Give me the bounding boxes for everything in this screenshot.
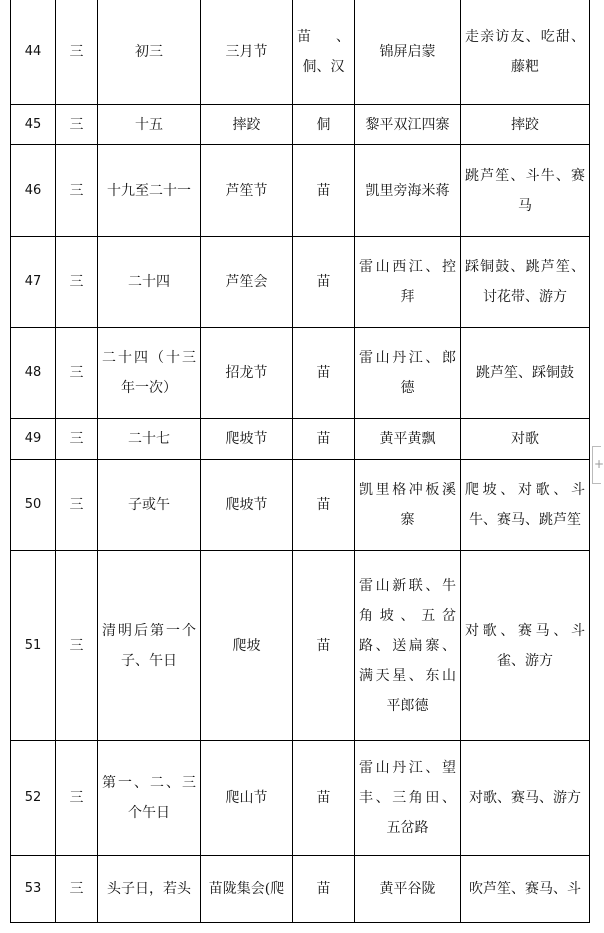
location-cell-text: 黄平黄飘 xyxy=(379,431,436,447)
date-cell-text: 二十四 xyxy=(128,274,170,290)
ethnicity-cell xyxy=(293,105,355,145)
table-row xyxy=(11,145,590,237)
table-body xyxy=(11,0,590,923)
location-cell-text: 雷山新联、牛角坡、五岔路、送扁寨、满天星、东山平郎德 xyxy=(359,577,456,714)
ethnicity-cell-text: 苗 xyxy=(316,881,331,897)
margin-expand-marker[interactable] xyxy=(592,446,604,484)
festival-name-cell xyxy=(201,145,293,237)
month-cell-text: 三 xyxy=(69,881,84,897)
date-cell-text: 十五 xyxy=(135,116,163,133)
row-number xyxy=(11,460,56,551)
row-number-text: 53 xyxy=(24,881,42,896)
location-cell xyxy=(355,551,461,741)
date-cell-text: 二十四（十三年一次） xyxy=(102,350,196,396)
festival-name-cell-text: 爬坡节 xyxy=(225,431,268,447)
activities-cell-text: 对歌 xyxy=(511,431,539,447)
festival-name-cell-text: 芦笙会 xyxy=(225,274,268,290)
ethnicity-cell xyxy=(293,551,355,741)
row-number-text: 51 xyxy=(24,637,42,653)
festival-name-cell xyxy=(201,237,293,328)
row-number-text: 52 xyxy=(24,790,42,805)
ethnicity-cell-text: 侗 xyxy=(316,116,331,133)
location-cell xyxy=(355,105,461,145)
festival-name-cell xyxy=(201,0,293,105)
activities-cell xyxy=(461,0,590,105)
row-number xyxy=(11,419,56,460)
festival-name-cell-text: 芦笙节 xyxy=(225,182,268,199)
date-cell-text: 清明后第一个子、午日 xyxy=(102,622,196,669)
date-cell-text: 头子日，若头 xyxy=(107,881,191,897)
table-row xyxy=(11,237,590,328)
month-cell-text: 三 xyxy=(69,497,84,513)
month-cell xyxy=(56,856,98,923)
activities-cell xyxy=(461,105,590,145)
table-row xyxy=(11,856,590,923)
festival-name-cell xyxy=(201,460,293,551)
month-cell xyxy=(56,237,98,328)
row-number xyxy=(11,0,56,105)
date-cell xyxy=(98,856,201,923)
month-cell-text: 三 xyxy=(69,790,84,806)
month-cell-text: 三 xyxy=(69,274,84,290)
festival-name-cell-text: 爬坡节 xyxy=(225,497,268,513)
date-cell xyxy=(98,460,201,551)
ethnicity-cell xyxy=(293,237,355,328)
ethnicity-cell-text: 苗 xyxy=(316,431,331,447)
row-number xyxy=(11,328,56,419)
activities-cell xyxy=(461,237,590,328)
activities-cell xyxy=(461,328,590,419)
activities-cell-text: 跳芦笙、踩铜鼓 xyxy=(476,365,574,381)
activities-cell-text: 跳芦笙、斗牛、赛马 xyxy=(465,167,585,214)
location-cell xyxy=(355,237,461,328)
month-cell xyxy=(56,145,98,237)
ethnicity-cell xyxy=(293,741,355,856)
row-number-text: 44 xyxy=(24,43,42,59)
table-row xyxy=(11,419,590,460)
table-row xyxy=(11,328,590,419)
location-cell xyxy=(355,145,461,237)
ethnicity-cell xyxy=(293,0,355,105)
activities-cell xyxy=(461,419,590,460)
activities-cell-text: 对歌、赛马、斗雀、游方 xyxy=(465,622,585,669)
date-cell xyxy=(98,0,201,105)
ethnicity-cell xyxy=(293,419,355,460)
location-cell xyxy=(355,0,461,105)
row-number-text: 50 xyxy=(24,497,42,512)
date-cell-text: 子或午 xyxy=(128,497,170,513)
location-cell xyxy=(355,328,461,419)
row-number xyxy=(11,237,56,328)
plus-icon: + xyxy=(594,457,604,471)
festival-name-cell xyxy=(201,328,293,419)
ethnicity-cell xyxy=(293,856,355,923)
date-cell xyxy=(98,105,201,145)
date-cell xyxy=(98,237,201,328)
activities-cell-text: 对歌、赛马、游方 xyxy=(469,790,581,806)
activities-cell-text: 踩铜鼓、跳芦笙、讨花带、游方 xyxy=(465,259,585,305)
table-row xyxy=(11,551,590,741)
table-row xyxy=(11,0,590,105)
ethnicity-cell-text: 苗 xyxy=(316,274,331,290)
row-number xyxy=(11,741,56,856)
date-cell-text: 二十七 xyxy=(128,431,170,447)
location-cell xyxy=(355,419,461,460)
activities-cell-text: 吹芦笙、赛马、斗 xyxy=(469,881,581,897)
month-cell-text: 三 xyxy=(69,116,84,133)
location-cell xyxy=(355,460,461,551)
month-cell-text: 三 xyxy=(69,182,84,199)
festival-name-cell-text: 三月节 xyxy=(225,43,268,60)
table-row xyxy=(11,741,590,856)
table-row xyxy=(11,460,590,551)
festival-name-cell xyxy=(201,419,293,460)
ethnicity-cell-text: 苗 xyxy=(316,365,331,381)
activities-cell xyxy=(461,741,590,856)
ethnicity-cell-text: 苗 xyxy=(316,790,331,806)
location-cell xyxy=(355,741,461,856)
location-cell-text: 锦屏启蒙 xyxy=(379,43,436,60)
date-cell-text: 第一、二、三个午日 xyxy=(102,775,196,821)
festival-table xyxy=(10,0,590,923)
location-cell-text: 雷山丹江、望丰、三角田、五岔路 xyxy=(359,760,456,836)
row-number xyxy=(11,105,56,145)
date-cell xyxy=(98,741,201,856)
row-number-text: 45 xyxy=(24,116,42,132)
month-cell-text: 三 xyxy=(69,637,84,654)
row-number xyxy=(11,856,56,923)
festival-name-cell-text: 爬坡 xyxy=(232,637,261,654)
ethnicity-cell-text: 苗 xyxy=(316,497,331,513)
date-cell xyxy=(98,328,201,419)
festival-name-cell-text: 爬山节 xyxy=(225,790,268,806)
festival-name-cell-text: 招龙节 xyxy=(225,365,268,381)
month-cell-text: 三 xyxy=(69,365,84,381)
row-number-text: 47 xyxy=(24,274,42,289)
ethnicity-cell xyxy=(293,460,355,551)
festival-name-cell-text: 摔跤 xyxy=(232,116,261,133)
festival-name-cell xyxy=(201,551,293,741)
date-cell xyxy=(98,419,201,460)
month-cell xyxy=(56,328,98,419)
location-cell-text: 雷山丹江、郎德 xyxy=(359,350,456,396)
location-cell-text: 凯里格冲板溪寨 xyxy=(359,482,456,528)
month-cell xyxy=(56,551,98,741)
activities-cell-text: 爬坡、对歌、斗牛、赛马、跳芦笙 xyxy=(465,482,585,528)
ethnicity-cell-text: 苗 xyxy=(316,182,331,199)
location-cell-text: 凯里旁海米蒋 xyxy=(365,182,450,199)
month-cell-text: 三 xyxy=(69,431,84,447)
activities-cell xyxy=(461,856,590,923)
row-number-text: 49 xyxy=(24,431,42,446)
date-cell-text: 初三 xyxy=(135,43,163,60)
table-row xyxy=(11,105,590,145)
date-cell-text: 十九至二十一 xyxy=(107,182,191,199)
row-number-text: 48 xyxy=(24,365,42,380)
activities-cell-text: 走亲访友、吃甜、藤粑 xyxy=(465,28,585,75)
activities-cell xyxy=(461,551,590,741)
activities-cell-text: 摔跤 xyxy=(511,116,539,133)
location-cell-text: 黎平双江四寨 xyxy=(365,116,450,133)
ethnicity-cell-text: 苗、侗、汉 xyxy=(297,28,350,75)
month-cell xyxy=(56,460,98,551)
festival-name-cell xyxy=(201,856,293,923)
date-cell xyxy=(98,145,201,237)
festival-name-cell-text: 苗陇集会(爬 xyxy=(208,881,285,897)
month-cell xyxy=(56,0,98,105)
activities-cell xyxy=(461,145,590,237)
location-cell-text: 雷山西江、控拜 xyxy=(359,259,456,305)
location-cell xyxy=(355,856,461,923)
ethnicity-cell-text: 苗 xyxy=(316,637,331,654)
month-cell xyxy=(56,105,98,145)
location-cell-text: 黄平谷陇 xyxy=(379,881,436,897)
month-cell xyxy=(56,741,98,856)
festival-name-cell xyxy=(201,105,293,145)
festival-name-cell xyxy=(201,741,293,856)
month-cell-text: 三 xyxy=(69,43,84,60)
activities-cell xyxy=(461,460,590,551)
month-cell xyxy=(56,419,98,460)
row-number-text: 46 xyxy=(24,182,42,198)
row-number xyxy=(11,145,56,237)
row-number xyxy=(11,551,56,741)
ethnicity-cell xyxy=(293,145,355,237)
date-cell xyxy=(98,551,201,741)
ethnicity-cell xyxy=(293,328,355,419)
